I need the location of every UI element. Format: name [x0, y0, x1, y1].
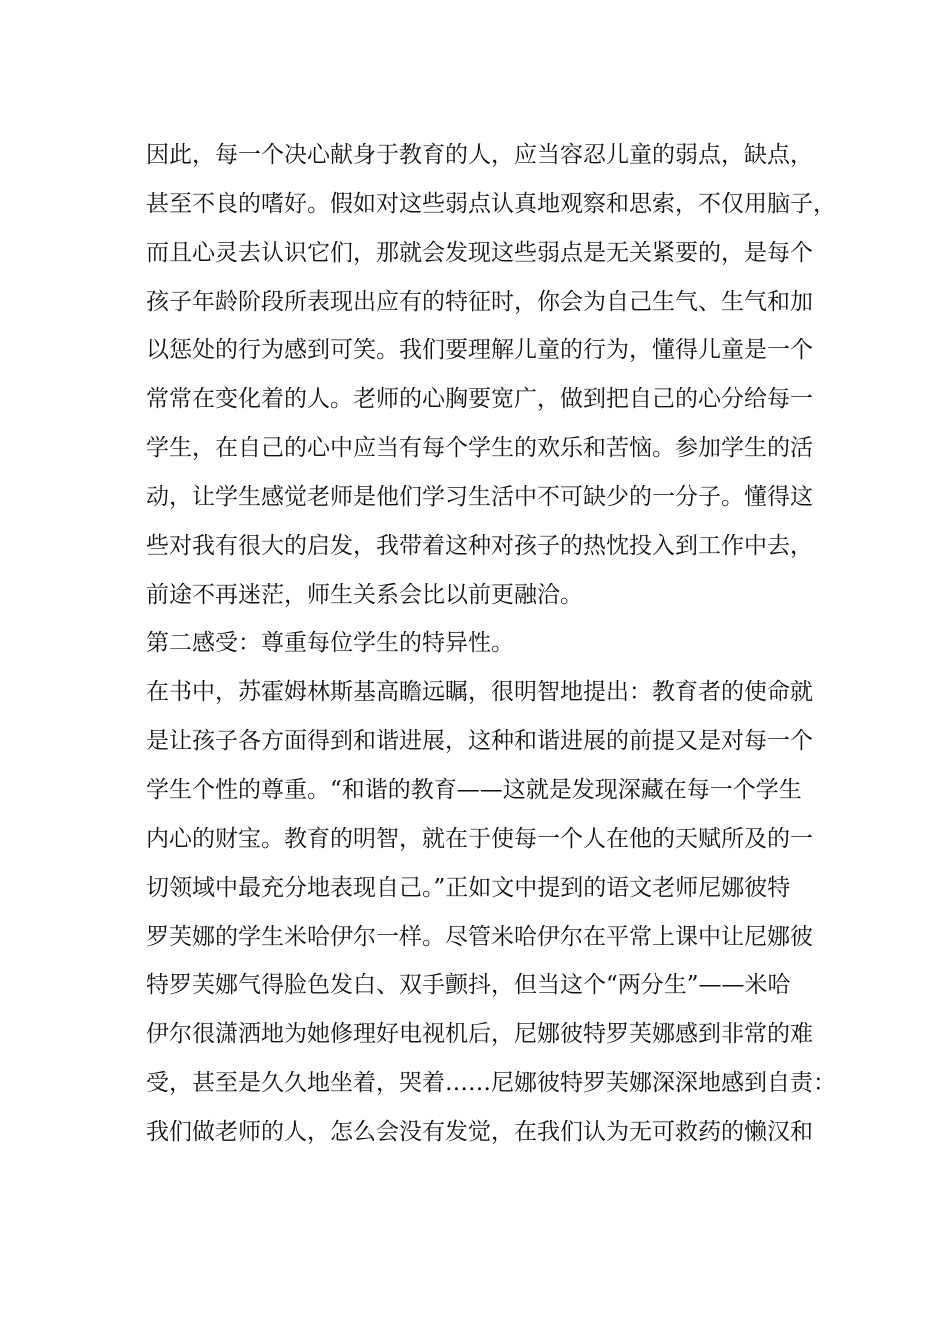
text-line: 在书中，苏霍姆林斯基高瞻远瞩，很明智地提出：教育者的使命就: [146, 679, 813, 706]
section-heading: 第二感受：尊重每位学生的特异性。: [146, 630, 514, 657]
text-line: 孩子年龄阶段所表现出应有的特征时，你会为自己生气、生气和加: [146, 288, 813, 315]
text-line: 受，甚至是久久地坐着，哭着……尼娜彼特罗芙娜深深地感到自责：: [146, 1070, 836, 1097]
text-line: 而且心灵去认识它们，那就会发现这些弱点是无关紧要的，是每个: [146, 239, 813, 266]
body-text: [146, 131, 836, 1157]
text-line: 因此，每一个决心献身于教育的人，应当容忍儿童的弱点，缺点，: [146, 142, 813, 168]
text-line: 罗芙娜的学生米哈伊尔一样。尽管米哈伊尔在平常上课中让尼娜彼: [146, 923, 813, 950]
text-line: 学生个性的尊重。“和谐的教育——这就是发现深藏在每一个学生: [146, 776, 802, 803]
text-line: 前途不再迷茫，师生关系会比以前更融洽。: [146, 581, 583, 608]
text-line: 常常在变化着的人。老师的心胸要宽广，做到把自己的心分给每一: [146, 386, 813, 413]
text-line: 动，让学生感觉老师是他们学习生活中不可缺少的一分子。懂得这: [146, 483, 813, 510]
text-line: 我们做老师的人，怎么会没有发觉，在我们认为无可救药的懒汉和: [146, 1118, 813, 1145]
text-line: 甚至不良的嗜好。假如对这些弱点认真地观察和思索，不仅用脑子，: [146, 190, 836, 217]
text-line: 伊尔很潇洒地为她修理好电视机后，尼娜彼特罗芙娜感到非常的难: [146, 1021, 813, 1048]
text-line: 学生，在自己的心中应当有每个学生的欢乐和苦恼。参加学生的活: [146, 435, 813, 462]
text-line: 以惩处的行为感到可笑。我们要理解儿童的行为，懂得儿童是一个: [146, 337, 813, 364]
text-line: 切领域中最充分地表现自己。”正如文中提到的语文老师尼娜彼特: [146, 874, 791, 901]
text-line: 是让孩子各方面得到和谐进展，这种和谐进展的前提又是对每一个: [146, 728, 813, 755]
text-line: 内心的财宝。教育的明智，就在于使每一个人在他的天赋所及的一: [146, 825, 813, 852]
text-line: 些对我有很大的启发，我带着这种对孩子的热忱投入到工作中去，: [146, 532, 813, 559]
text-line: 特罗芙娜气得脸色发白、双手颤抖，但当这个“两分生”——米哈: [146, 972, 791, 999]
